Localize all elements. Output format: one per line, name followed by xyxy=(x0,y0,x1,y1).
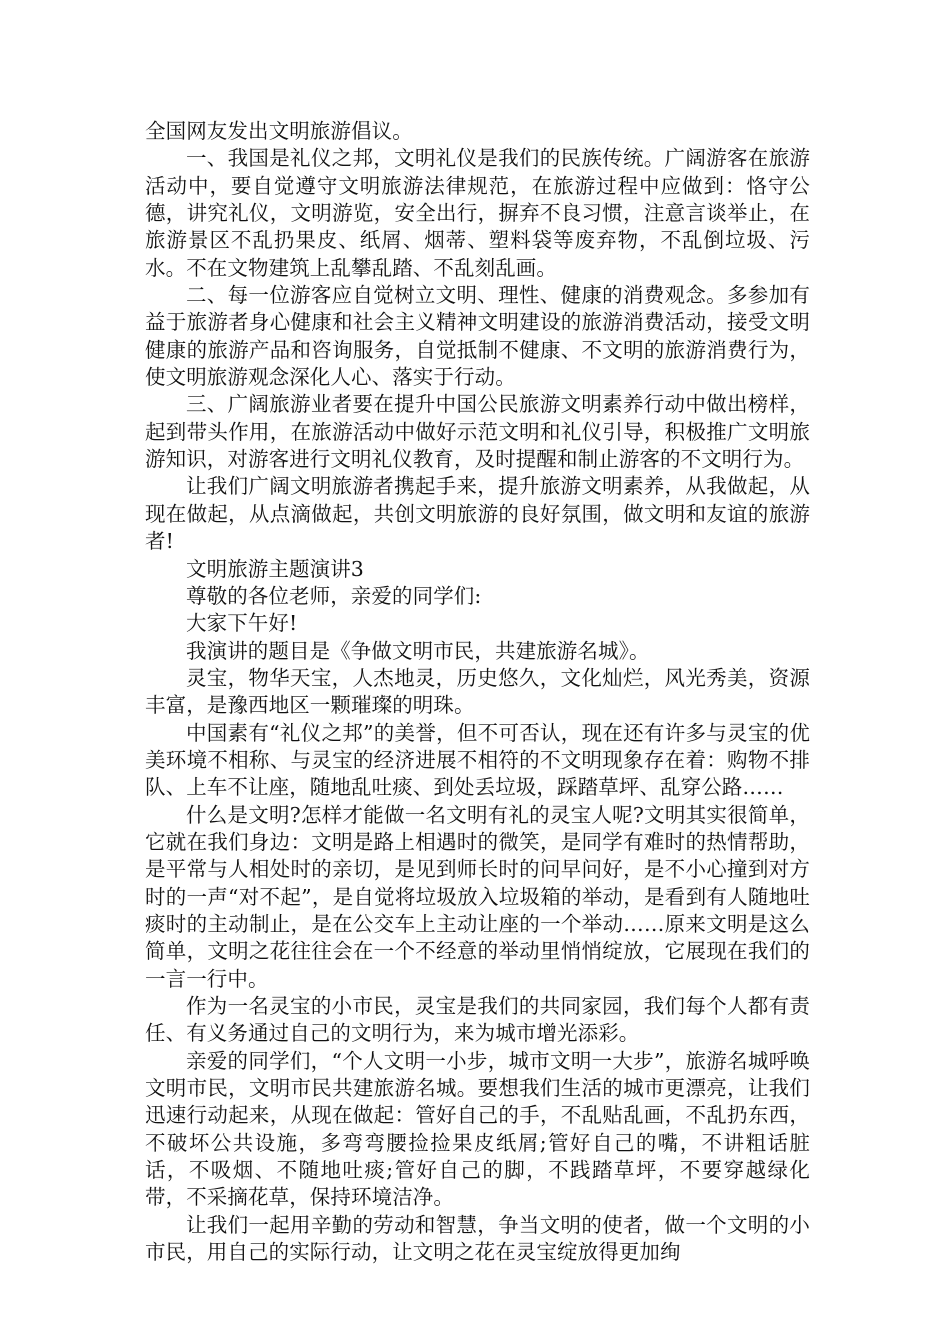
paragraph: 全国网友发出文明旅游倡议。 xyxy=(145,119,413,143)
paragraph: 亲爱的同学们，“个人文明一小步，城市文明一大步”，旅游名城呼唤文明市民，文明市民共建旅游名城。要想我们生活的城市更漂亮，让我们迅速行动起来，从现在做起：管好自己的手，不乱贴乱画，不乱扔东西，不破坏公共设施，多弯弯腰捡捡果皮纸屑;管好自己的嘴，不讲粗话脏话，不吸烟、不随地吐痰;管好自己的脚，不践踏草坪，不要穿越绿化带，不采摘花草，保持环境洁净。 xyxy=(145,1048,810,1210)
paragraph: 让我们广阔文明旅游者携起手来，提升旅游文明素养，从我做起，从现在做起，从点滴做起，共创文明旅游的良好氛围，做文明和友谊的旅游者! xyxy=(145,474,810,554)
paragraph: 灵宝，物华天宝，人杰地灵，历史悠久，文化灿烂，风光秀美，资源丰富，是豫西地区一颗璀璨的明珠。 xyxy=(145,665,810,718)
document-body xyxy=(145,118,810,1266)
paragraph: 作为一名灵宝的小市民，灵宝是我们的共同家园，我们每个人都有责任、有义务通过自己的文明行为，来为城市增光添彩。 xyxy=(145,994,810,1046)
greeting: 大家下午好! xyxy=(186,611,298,636)
paragraph: 一、我国是礼仪之邦，文明礼仪是我们的民族传统。广阔游客在旅游活动中，要自觉遵守文明旅游法律规范，在旅游过程中应做到：恪守公德，讲究礼仪，文明游览，安全出行，摒弃不良习惯，注意言谈举止，在旅游景区不乱扔果皮、纸屑、烟蒂、塑料袋等废弃物，不乱倒垃圾、污水。不在文物建筑上乱攀乱踏、不乱刻乱画。 xyxy=(145,146,810,280)
paragraph: 二、每一位游客应自觉树立文明、理性、健康的消费观念。多参加有益于旅游者身心健康和社会主义精神文明建设的旅游消费活动，接受文明健康的旅游产品和咨询服务，自觉抵制不健康、不文明的旅游消费行为，使文明旅游观念深化人心、落实于行动。 xyxy=(145,283,810,390)
paragraph: 让我们一起用辛勤的劳动和智慧，争当文明的使者，做一个文明的小市民，用自己的实际行动，让文明之花在灵宝绽放得更加绚 xyxy=(145,1212,810,1265)
paragraph: 三、广阔旅游业者要在提升中国公民旅游文明素养行动中做出榜样，起到带头作用，在旅游活动中做好示范文明和礼仪引导，积极推广文明旅游知识，对游客进行文明礼仪教育，及时提醒和制止游客的不文明行为。 xyxy=(145,392,810,472)
paragraph: 我演讲的题目是《争做文明市民，共建旅游名城》。 xyxy=(186,638,650,663)
paragraph: 什么是文明?怎样才能做一名文明有礼的灵宝人呢?文明其实很简单，它就在我们身边：文明是路上相遇时的微笑，是同学有难时的热情帮助，是平常与人相处时的亲切，是见到师长时的问早问好，是不小心撞到对方时的一声“对不起”，是自觉将垃圾放入垃圾箱的举动，是看到有人随地吐痰时的主动制止，是在公交车上主动让座的一个举动……原来文明是这么简单，文明之花往往会在一个不经意的举动里悄悄绽放，它展现在我们的一言一行中。 xyxy=(145,802,810,991)
speech-title: 文明旅游主题演讲3 xyxy=(186,556,364,581)
salutation: 尊敬的各位老师，亲爱的同学们: xyxy=(186,583,482,608)
paragraph: 中国素有“礼仪之邦”的美誉，但不可否认，现在还有许多与灵宝的优美环境不相称、与灵宝的经济进展不相符的不文明现象存在着：购物不排队、上车不让座，随地乱吐痰、到处丢垃圾，踩踏草坪、乱穿公路…… xyxy=(145,720,810,800)
